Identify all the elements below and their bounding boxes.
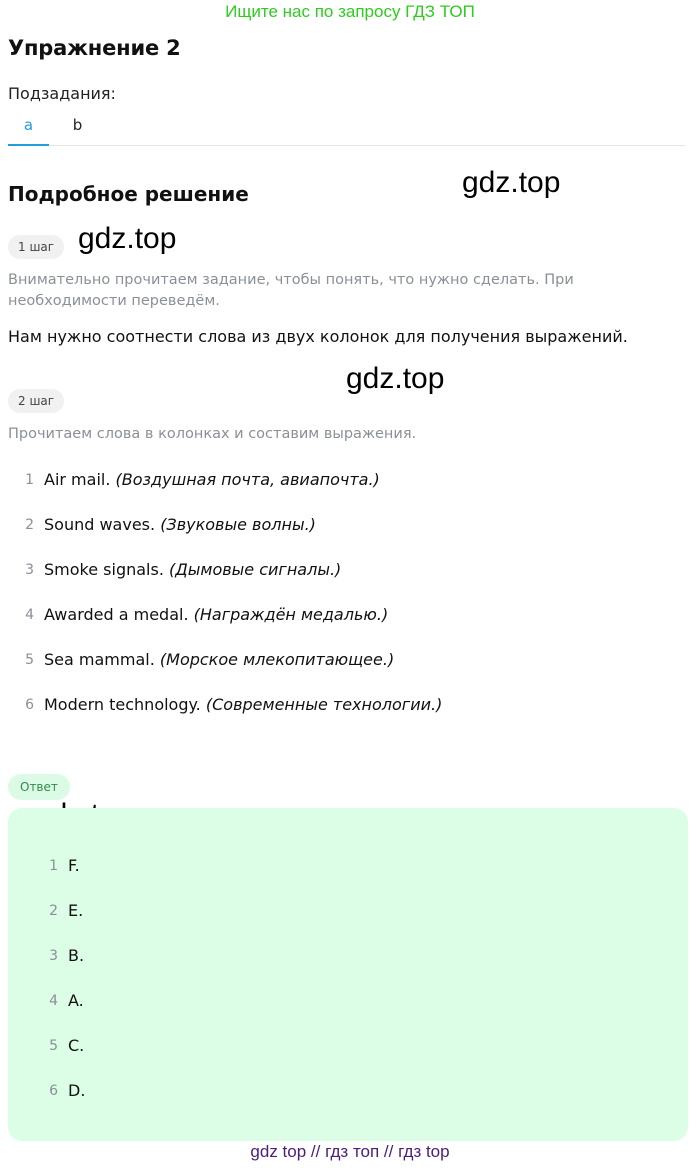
answer-number: 5: [49, 1038, 58, 1054]
item-text: Modern technology.: [44, 695, 201, 714]
item-text: Sea mammal.: [44, 650, 155, 669]
step-2-hint: Прочитаем слова в колонках и составим выражения.: [8, 426, 417, 442]
promo-banner[interactable]: Ищите нас по запросу ГДЗ ТОП: [225, 2, 475, 21]
answer-text: E.: [68, 901, 84, 920]
answer-number: 2: [49, 903, 58, 919]
footer-links[interactable]: gdz top // гдз топ // гдз top: [250, 1142, 450, 1161]
answer-text: D.: [68, 1081, 86, 1100]
list-item: [8, 695, 688, 740]
page-title: Упражнение 2: [8, 36, 181, 60]
expressions-list: [8, 470, 688, 740]
list-item: [8, 650, 688, 695]
step-1-text: Нам нужно соотнести слова из двух колонок для получения выражений.: [8, 327, 628, 346]
list-item: [8, 605, 688, 650]
item-number: 5: [25, 652, 34, 668]
answer-badge: Ответ: [8, 774, 70, 800]
item-translation: (Современные технологии.): [205, 695, 443, 714]
item-text: Smoke signals.: [44, 560, 164, 579]
item-text: Sound waves.: [44, 515, 156, 534]
tab-a[interactable]: a: [8, 112, 49, 146]
tab-b[interactable]: b: [72, 116, 83, 134]
item-translation: (Награждён медалью.): [193, 605, 389, 624]
answer-text: A.: [68, 991, 84, 1010]
item-translation: (Воздушная почта, авиапочта.): [115, 470, 380, 489]
answer-number: 6: [49, 1083, 58, 1099]
list-item: [8, 515, 688, 560]
subtasks-label: Подзадания:: [8, 84, 116, 103]
item-translation: (Звуковые волны.): [160, 515, 316, 534]
item-text: Air mail.: [44, 470, 111, 489]
answer-number: 4: [49, 993, 58, 1009]
item-translation: (Дымовые сигналы.): [169, 560, 342, 579]
item-number: 4: [25, 607, 34, 623]
step-2-badge: 2 шаг: [8, 389, 64, 413]
list-item: [8, 470, 688, 515]
item-number: 2: [25, 517, 34, 533]
item-number: 3: [25, 562, 34, 578]
answer-text: B.: [68, 946, 85, 965]
answer-number: 1: [49, 858, 58, 874]
step-1-hint: Внимательно прочитаем задание, чтобы понять, что нужно сделать. При необходимости переведём.: [8, 272, 574, 309]
list-item: [8, 560, 688, 605]
item-number: 1: [25, 472, 34, 488]
answer-text: C.: [68, 1036, 85, 1055]
subtask-tabs: [8, 112, 686, 146]
watermark: gdz.top: [346, 362, 445, 395]
answer-box: [8, 808, 688, 1141]
step-1-badge: 1 шаг: [8, 235, 64, 259]
item-text: Awarded a medal.: [44, 605, 189, 624]
solution-title: Подробное решение: [8, 182, 249, 206]
item-translation: (Морское млекопитающее.): [159, 650, 395, 669]
item-number: 6: [25, 697, 34, 713]
answer-text: F.: [68, 856, 80, 875]
watermark: gdz.top: [78, 222, 177, 255]
watermark: gdz.top: [462, 166, 561, 199]
answer-number: 3: [49, 948, 58, 964]
